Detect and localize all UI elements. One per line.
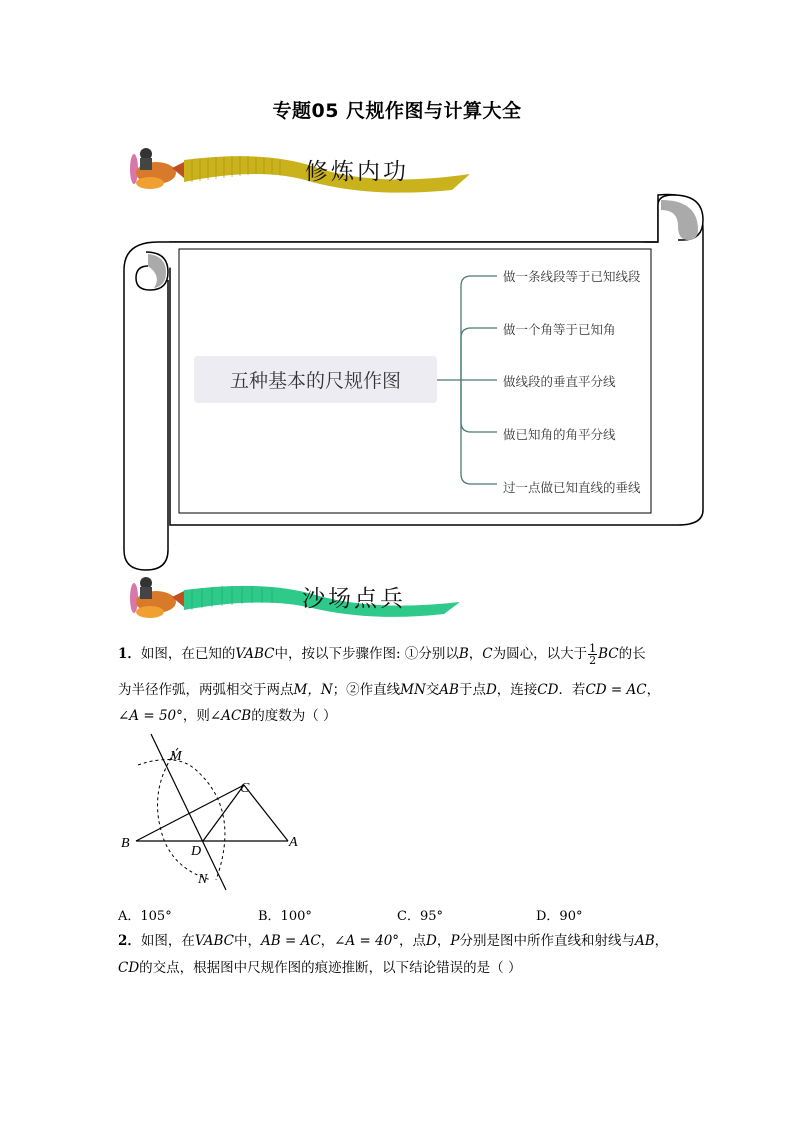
mindmap-branch-3: 做线段的垂直平分线	[503, 374, 616, 389]
label-A: A	[289, 835, 298, 850]
section2-title: 沙场点兵	[302, 586, 406, 612]
q1-option-d[interactable]: D．90°	[536, 909, 583, 924]
q2-number: 2．	[118, 933, 141, 949]
segment-CA	[244, 785, 288, 841]
arc-from-C	[158, 748, 211, 880]
mindmap-branch-5: 过一点做已知直线的垂线	[503, 480, 641, 495]
line-MN	[151, 734, 226, 890]
label-N: N	[198, 872, 208, 887]
label-D: D	[191, 844, 202, 859]
q1-line1: 1．如图，在已知的VABC中，按以下步骤作图: ①分别以B，C为圆心，以大于 $\frac{1}{2}$ BC的长	[118, 642, 646, 667]
mindmap-branch-2: 做一个角等于已知角	[503, 322, 616, 337]
page-title: 专题05 尺规作图与计算大全	[272, 100, 522, 122]
q1-figure	[116, 730, 306, 895]
q1-option-b[interactable]: B．100°	[258, 909, 312, 924]
label-B: B	[121, 836, 130, 851]
section2-banner	[112, 568, 467, 628]
mindmap-branch-4: 做已知角的角平分线	[503, 427, 616, 442]
q1-line2: 为半径作弧，两弧相交于两点M，N；②作直线MN交AB于点D，连接CD．若CD = AC，	[118, 682, 661, 698]
q2-line1: 2．如图，在VABC中，AB = AC，∠A = 40°，点D，P分别是图中所作直线和射线与AB，	[118, 933, 669, 949]
fraction-half: $\frac{1}{2}$	[589, 642, 597, 667]
q2-line2: CD的交点，根据图中尺规作图的痕迹推断，以下结论错误的是（ ）	[118, 960, 522, 976]
airplane-icon	[130, 148, 184, 189]
mindmap-center: 五种基本的尺规作图	[194, 356, 437, 403]
q1-option-c[interactable]: C．95°	[397, 909, 443, 924]
label-M: M	[170, 749, 182, 764]
segment-CD	[203, 785, 244, 841]
section1-title: 修炼内功	[305, 159, 409, 185]
segment-BC	[136, 785, 244, 841]
q1-line3: ∠A = 50°，则∠ACB的度数为（ ）	[118, 708, 337, 724]
mindmap-connectors	[437, 270, 497, 500]
label-C: C	[240, 781, 250, 796]
mindmap-branch-1: 做一条线段等于已知线段	[503, 269, 641, 284]
q1-option-a[interactable]: A．105°	[118, 909, 172, 924]
q1-number: 1．	[118, 646, 141, 662]
airplane-icon	[130, 577, 184, 618]
